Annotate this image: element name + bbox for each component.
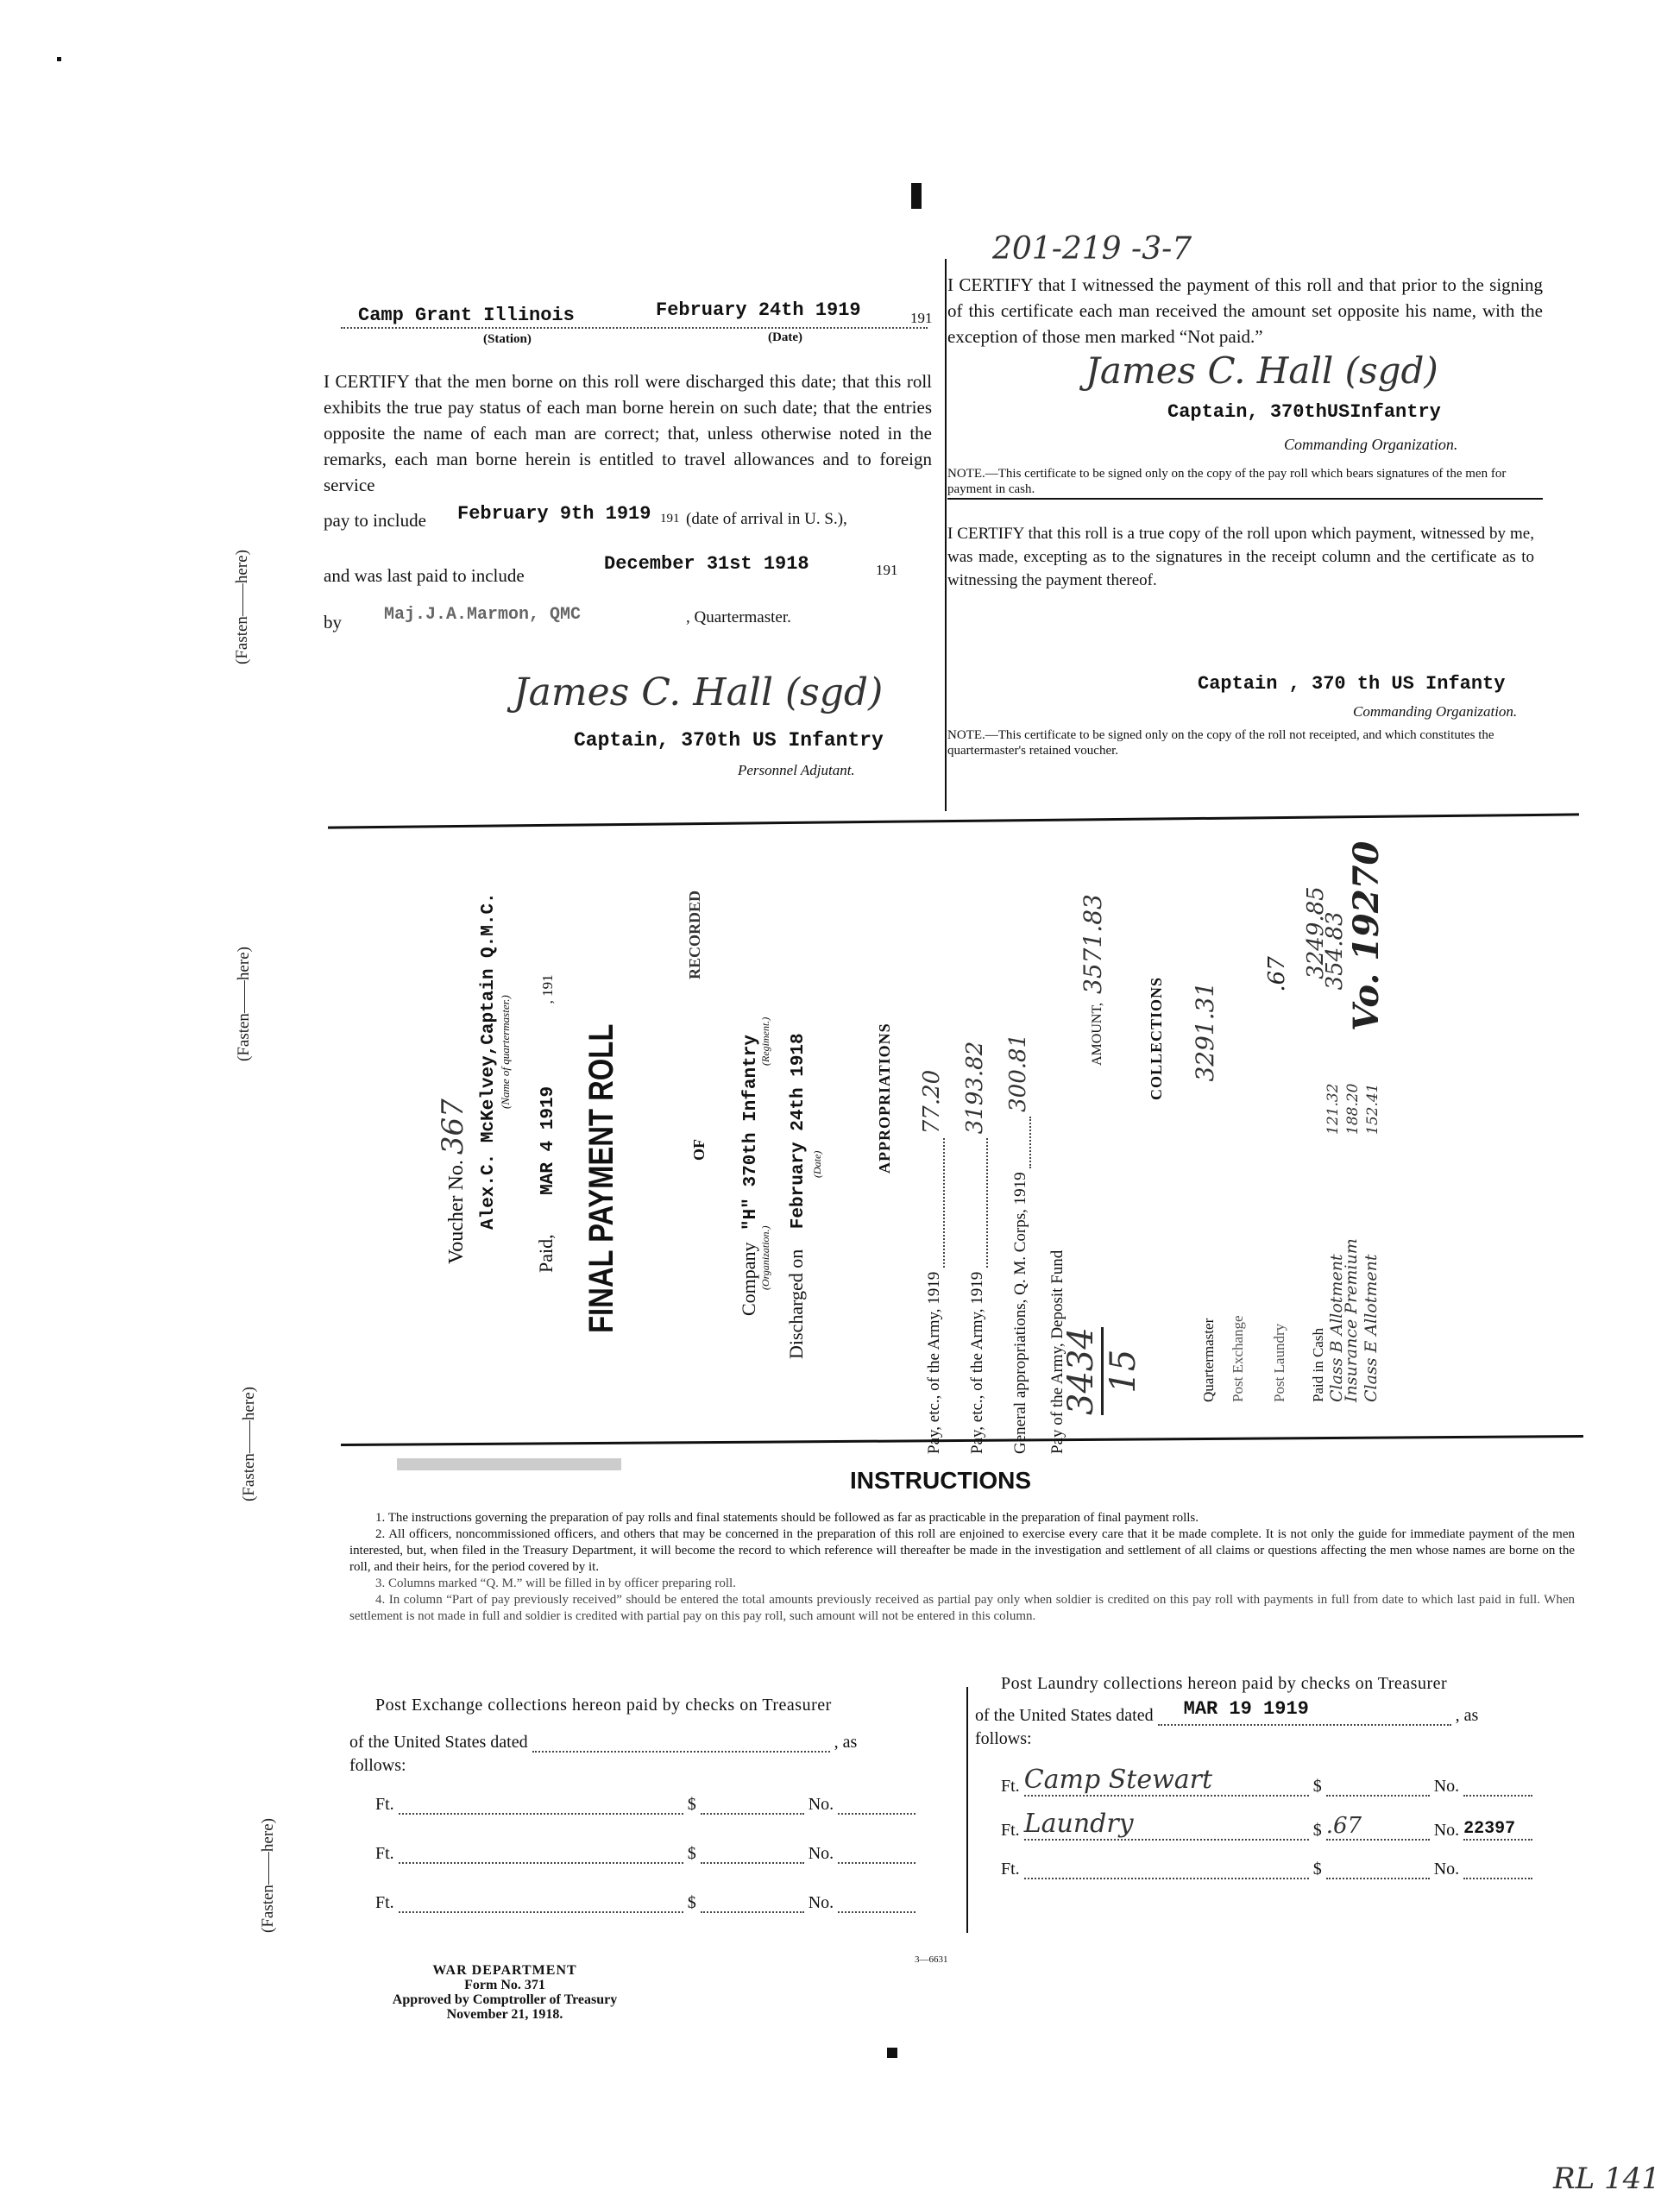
paying-officer-line: [479, 892, 513, 1230]
ft-label: Ft.: [1001, 1860, 1020, 1879]
voucher-number: 367: [436, 1098, 470, 1155]
date-caption: (Date): [768, 330, 802, 344]
right-signer-title: Captain, 370thUSInfantry: [1167, 401, 1441, 423]
discharged-label: Discharged on: [785, 1249, 807, 1359]
collection-label: Post Exchange: [1230, 1315, 1246, 1402]
post-exchange-follows: follows:: [349, 1756, 406, 1775]
side-amounts: [1344, 1084, 1362, 1135]
laundry-row-number: [1463, 1878, 1532, 1879]
paid-label: Paid,: [535, 1234, 557, 1273]
collection-label: Quartermaster: [1200, 1318, 1217, 1402]
left-signature: James C. Hall (sgd): [513, 670, 884, 714]
right-signer2-caption: Commanding Organization.: [1353, 703, 1518, 720]
discharged-date: February 24th 1918: [789, 1033, 809, 1230]
appropriation-amount: 77.20: [919, 1069, 945, 1135]
collection-amount: 354.83: [1322, 911, 1348, 991]
fasten-label: (Fasten——here): [240, 1387, 258, 1501]
appropriation-row: [1048, 1250, 1067, 1454]
no-label: No.: [808, 1795, 834, 1814]
quartermaster-name: Maj.J.A.Marmon, QMC: [384, 605, 582, 625]
side-amount: 188.20: [1344, 1083, 1362, 1135]
fasten-label: (Fasten——here): [259, 1818, 277, 1933]
appropriation-row: [962, 1042, 988, 1454]
collection-label: Paid in Cash: [1310, 1328, 1326, 1402]
form-number: Form No. 371: [464, 1978, 545, 1992]
instruction-item: 2. All officers, noncommissioned officers, and others that may be concerned in the preparation of this roll are enjoined to exercise every care that it be made complete. It is not only the guide for immediate payment of the men interested, but, when filed in the Treasury Department, it will become the record to which reference will thereafter be made in the investigation and settlement of all claims or questions affecting the men whose names are borne on the roll, and their heirs, for the period covered by it.: [349, 1527, 1575, 1574]
appropriation-row: [919, 884, 945, 1454]
note-signatures: NOTE.—This certificate to be signed only on the copy of the pay roll which bears signatures of the men for payment in cash.: [947, 467, 1507, 496]
form-title: FINAL PAYMENT ROLL: [582, 1023, 620, 1333]
company-line: [738, 1035, 761, 1316]
arrival-suffix: 191: [660, 512, 680, 526]
approved-date: November 21, 1918.: [446, 2007, 563, 2022]
recorded-stamp: RECORDED: [686, 890, 703, 979]
collection-row: [1342, 1238, 1361, 1402]
voucher-label: Voucher No.: [445, 1160, 468, 1264]
fraction-top: 3434: [1061, 1327, 1104, 1415]
appropriation-amount: 3193.82: [962, 1041, 988, 1135]
quartermaster-label: , Quartermaster.: [686, 608, 791, 626]
laundry-row-number: 22397: [1463, 1819, 1532, 1841]
post-laundry-block: [975, 1674, 1579, 1879]
handwritten-file-number: 201-219 -3-7: [992, 231, 1192, 267]
by-label: by: [324, 612, 342, 632]
right-signature: James C. Hall (sgd): [1085, 349, 1438, 392]
collection-label: Class E Allotment: [1362, 1254, 1381, 1402]
dollar-label: $: [1312, 1777, 1322, 1796]
amount-total-line: [1079, 894, 1107, 1066]
approved-by: Approved by Comptroller of Treasury: [392, 1992, 618, 2007]
no-label: No.: [1433, 1777, 1460, 1796]
collection-amount: 3249.85: [1303, 886, 1329, 979]
post-laundry-text: Post Laundry collections hereon paid by checks on Treasurer: [1001, 1674, 1448, 1693]
collection-amount: 3291.31: [1191, 981, 1219, 1082]
ft-label: Ft.: [375, 1844, 394, 1863]
no-label: No.: [1433, 1821, 1460, 1840]
right-signer2-title: Captain , 370 th US Infanty: [1198, 673, 1506, 695]
collection-amount: .67: [1264, 956, 1290, 992]
post-exchange-block: [349, 1696, 953, 1913]
collections-heading: COLLECTIONS: [1148, 976, 1165, 1100]
arrival-caption: (date of arrival in U. S.),: [686, 510, 847, 528]
left-signer-title: Captain, 370th US Infantry: [574, 729, 884, 752]
discharged-date-caption: (Date): [811, 1150, 823, 1178]
last-paid-suffix: 191: [876, 562, 898, 578]
speck: [57, 57, 61, 61]
ft-label: Ft.: [1001, 1777, 1020, 1796]
post-exchange-as-label: , as: [834, 1733, 858, 1752]
voucher-number-line: [436, 1098, 470, 1264]
punch-mark: [911, 183, 922, 209]
station-value: Camp Grant Illinois: [358, 305, 575, 326]
regiment-caption: (Regiment.): [759, 1016, 771, 1066]
top-section-bottom-rule: [328, 813, 1579, 828]
discharged-line: [785, 1033, 809, 1359]
last-paid-label: and was last paid to include: [324, 565, 525, 586]
top-divider-vertical: [945, 259, 947, 811]
date-value: February 24th 1919: [656, 299, 861, 321]
post-exchange-text: Post Exchange collections hereon paid by checks on Treasurer: [375, 1696, 832, 1715]
dollar-label: $: [687, 1844, 696, 1863]
fasten-label: (Fasten——here): [235, 947, 253, 1061]
amount-label: AMOUNT,: [1090, 1002, 1104, 1066]
no-label: No.: [808, 1893, 834, 1912]
instructions-smudge: [397, 1458, 621, 1470]
arrival-date: February 9th 1919: [457, 503, 651, 525]
post-laundry-dated-label: of the United States dated: [975, 1706, 1154, 1725]
ft-label: Ft.: [1001, 1821, 1020, 1840]
ft-label: Ft.: [375, 1893, 394, 1912]
collection-label: Insurance Premium: [1342, 1238, 1361, 1402]
instructions-heading: INSTRUCTIONS: [850, 1467, 1031, 1494]
right-signer-caption: Commanding Organization.: [1284, 436, 1458, 453]
voucher-section: [406, 840, 1389, 1463]
of-label: OF: [690, 1139, 708, 1161]
laundry-row-amount: [1326, 1878, 1430, 1879]
bottom-right-mark: RL 141: [1553, 2162, 1660, 2196]
date-suffix: 191: [910, 310, 933, 326]
note-retained-voucher: NOTE.—This certificate to be signed only on the copy of the roll not receipted, and which constitutes the quartermaster's retained voucher.: [947, 728, 1494, 758]
collection-label: Class B Allotment: [1327, 1254, 1346, 1402]
collection-row: [1362, 1255, 1381, 1402]
ft-label: Ft.: [375, 1795, 394, 1814]
collection-row: [1191, 982, 1219, 1402]
station-caption: (Station): [483, 332, 532, 346]
true-copy-text: I CERTIFY that this roll is a true copy of the roll upon which payment, witnessed by me, was made, excepting as to the signatures in the receipt column and the certificate as to witnessing the payment thereof.: [947, 525, 1534, 589]
laundry-row-name: Camp Stewart: [1024, 1765, 1309, 1797]
dollar-label: $: [1312, 1860, 1322, 1879]
paid-line: [535, 974, 558, 1273]
laundry-row-amount: .67: [1326, 1813, 1430, 1841]
bottom-section-divider-vertical: [966, 1687, 968, 1933]
war-department: WAR DEPARTMENT: [432, 1963, 577, 1978]
post-exchange-dated-label: of the United States dated: [349, 1733, 528, 1752]
collection-row: [1264, 956, 1290, 1402]
left-certificate: [324, 298, 933, 778]
pay-to-include-label: pay to include: [324, 510, 426, 531]
laundry-row-number: [1463, 1795, 1532, 1797]
margin-number: Vo. 19270: [1346, 840, 1387, 1031]
print-code: 3—6631: [915, 1954, 948, 1965]
laundry-row-name: Laundry: [1024, 1809, 1309, 1841]
side-amount: 121.32: [1324, 1083, 1342, 1135]
side-amounts: [1324, 1084, 1342, 1135]
side-amounts: [1364, 1084, 1381, 1135]
paid-date: MAR 4 1919: [538, 1086, 558, 1195]
dollar-label: $: [687, 1795, 696, 1814]
laundry-row-name: [1024, 1878, 1309, 1879]
no-label: No.: [1433, 1860, 1460, 1879]
appropriation-label: Pay, etc., of the Army, 1919: [968, 1271, 986, 1454]
fraction-bottom: 15: [1104, 1349, 1143, 1394]
last-paid-date: December 31st 1918: [604, 553, 809, 575]
side-amount: 152.41: [1364, 1083, 1381, 1135]
instructions-body: [349, 1510, 1575, 1625]
appropriation-label: General appropriations, Q. M. Corps, 1919: [1011, 1172, 1029, 1454]
dollar-label: $: [1312, 1821, 1322, 1840]
instruction-item: 3. Columns marked “Q. M.” will be filled in by officer preparing roll.: [375, 1577, 736, 1590]
dollar-label: $: [687, 1893, 696, 1912]
handwritten-fraction: [1061, 1327, 1143, 1415]
paying-officer-caption: (Name of quartermaster.): [499, 995, 512, 1109]
laundry-row-amount: [1326, 1795, 1430, 1797]
appropriation-label: Pay, etc., of the Army, 1919: [925, 1271, 943, 1454]
amount-total: 3571.83: [1079, 894, 1107, 994]
appropriation-label: Pay of the Army, Deposit Fund: [1048, 1249, 1067, 1454]
fasten-label: (Fasten——here): [233, 550, 251, 664]
collection-label: Post Laundry: [1271, 1323, 1287, 1402]
certify-text: I CERTIFY that the men borne on this roll were discharged this date; that this roll exhibits the true pay status of each man borne herein on such date; that the entries opposite the name of each man are correct; that, unless otherwise noted in the remarks, each man borne herein is entitled to travel allowances and to foreign service: [324, 371, 932, 495]
paying-officer: Alex.C. McKelvey,Captain Q.M.C.: [479, 892, 499, 1230]
paid-suffix: , 191: [539, 974, 556, 1004]
instruction-item: 1. The instructions governing the preparation of pay rolls and final statements should be followed as far as practicable in the preparation of final payment rolls.: [375, 1511, 1199, 1525]
appropriation-amount: 300.81: [1005, 1033, 1031, 1112]
punch-mark: [887, 2048, 897, 2058]
collection-row: [1230, 1315, 1247, 1402]
appropriation-row: [1005, 1034, 1031, 1454]
org-caption: (Organization.): [759, 1225, 771, 1290]
company-value: "H" 370th Infantry: [741, 1035, 761, 1230]
appropriations-heading: APPROPRIATIONS: [876, 1023, 893, 1174]
instruction-item: 4. In column “Part of pay previously received” should be entered the total amounts previously received as partial pay only when soldier is credited on this pay roll with payments in full from date to which last paid in full. When settlement is not made in full and soldier is credited with partial pay on this pay roll, such amount will not be entered in this column.: [349, 1593, 1575, 1623]
post-laundry-date: MAR 19 1919: [1183, 1698, 1309, 1720]
post-laundry-as-label: , as: [1455, 1706, 1479, 1725]
witness-text: I CERTIFY that I witnessed the payment of this roll and that prior to the signing of this certificate each man received the amount set opposite his name, with the exception of those men marked “Not paid.”: [947, 274, 1543, 347]
left-signer-caption: Personnel Adjutant.: [738, 762, 855, 778]
company-label: Company: [738, 1242, 759, 1316]
right-certificate: [947, 272, 1543, 758]
form-footer: [358, 1963, 651, 2022]
post-laundry-follows: follows:: [975, 1729, 1032, 1748]
no-label: No.: [808, 1844, 834, 1863]
